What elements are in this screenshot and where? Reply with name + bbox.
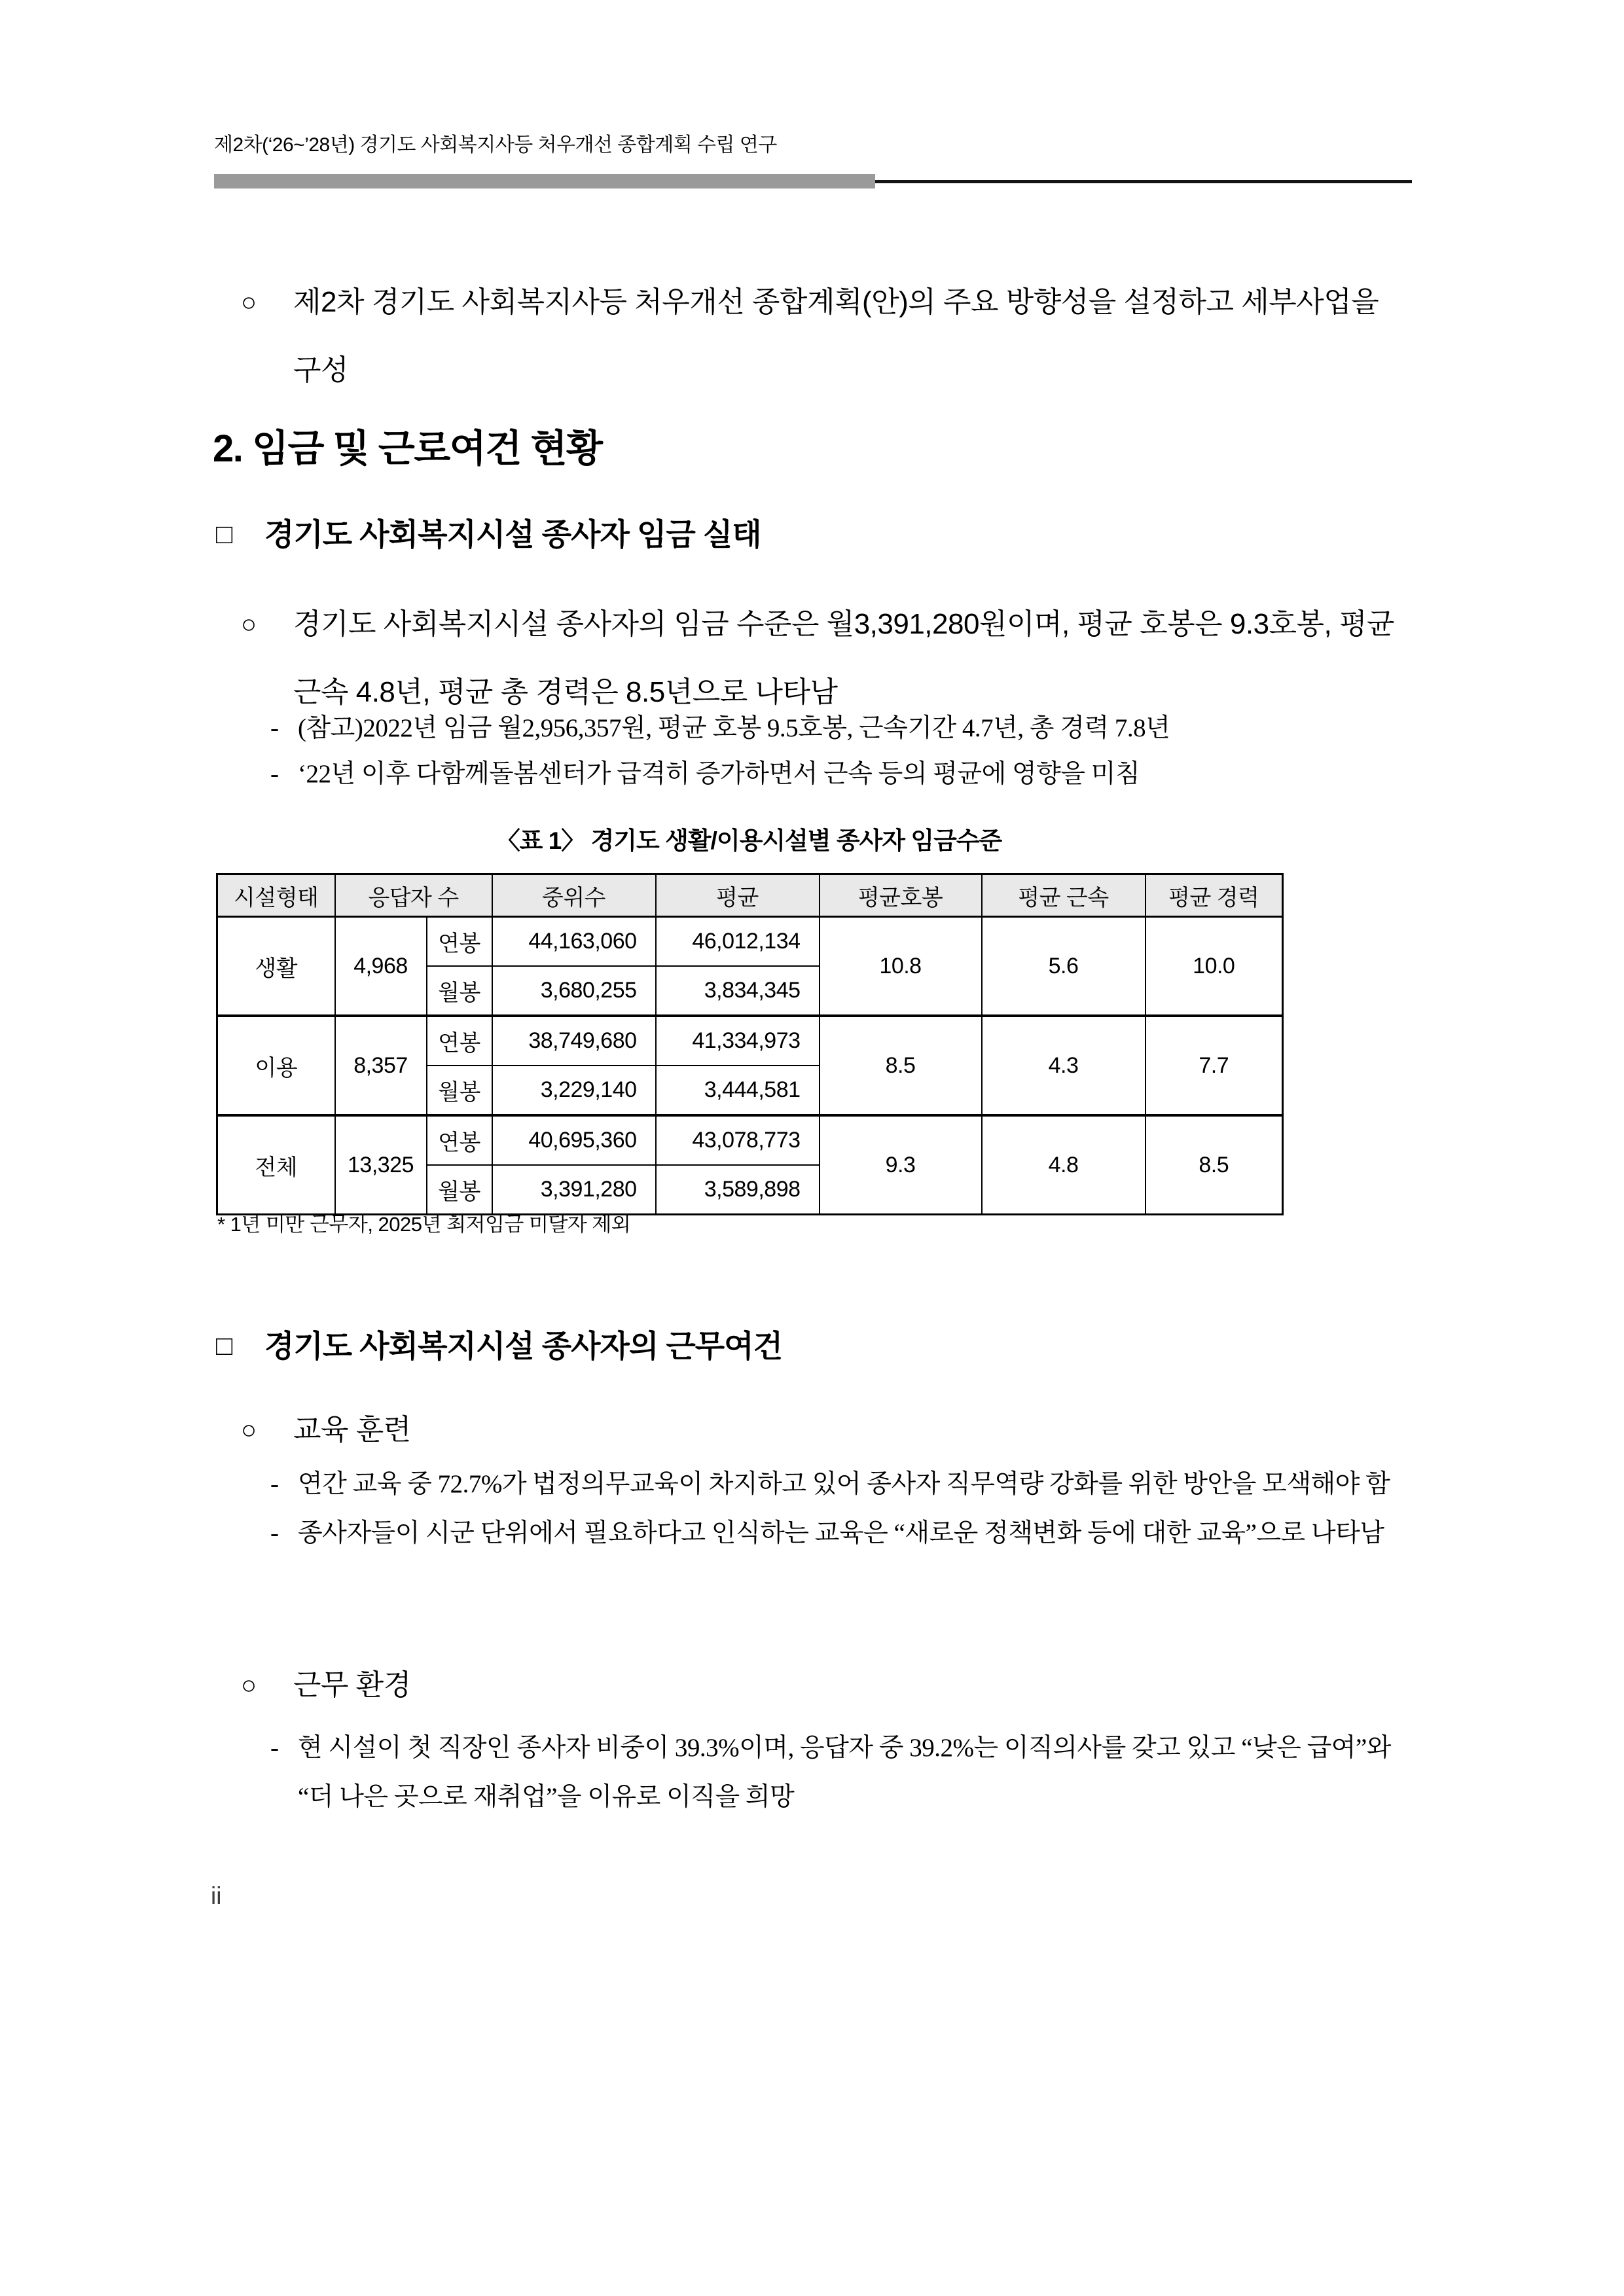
column-header-respondents: 응답자 수 bbox=[335, 874, 492, 917]
cell-median: 3,391,280 bbox=[492, 1165, 656, 1215]
header-rule-line bbox=[875, 180, 1412, 183]
dash-icon: - bbox=[270, 1519, 279, 1547]
note-item bbox=[270, 1460, 1403, 1509]
cell-pay-type: 월봉 bbox=[427, 966, 492, 1016]
cell-avg-tenure: 4.8 bbox=[982, 1115, 1146, 1215]
table-caption: 〈표 1〉 경기도 생활/이용시설별 종사자 임금수준 bbox=[496, 827, 1002, 854]
intro-bullet-text: 제2차 경기도 사회복지사등 처우개선 종합계획(안)의 주요 방향성을 설정하고 세부사업을 구성 bbox=[293, 286, 1379, 386]
note-text: ‘22년 이후 다함께돌봄센터가 급격히 증가하면서 근속 등의 평균에 영향을 미침 bbox=[298, 760, 1140, 788]
cell-pay-type: 연봉 bbox=[427, 917, 492, 967]
note-text: 종사자들이 시군 단위에서 필요하다고 인식하는 교육은 “새로운 정책변화 등에 대한 교육”으로 나타남 bbox=[298, 1519, 1384, 1547]
note-item bbox=[270, 1509, 1403, 1558]
column-header-facility: 시설형태 bbox=[217, 874, 335, 917]
column-header-avg-career: 평균 경력 bbox=[1146, 874, 1283, 917]
wage-bullet-text: 경기도 사회복지시설 종사자의 임금 수준은 월3,391,280원이며, 평균 호봉은 9.3호봉, 평균 근속 4.8년, 평균 총 경력은 8.5년으로 나타남 bbox=[293, 608, 1395, 708]
table-header-row bbox=[217, 874, 1283, 917]
table-row bbox=[217, 917, 1283, 967]
running-header: 제2차(‘26~’28년) 경기도 사회복지사등 처우개선 종합계획 수립 연구 bbox=[214, 134, 777, 156]
cell-pay-type: 월봉 bbox=[427, 1066, 492, 1115]
cell-mean: 46,012,134 bbox=[656, 917, 820, 967]
table-row bbox=[217, 1115, 1283, 1165]
circle-bullet-icon: ○ bbox=[241, 1671, 257, 1700]
cell-median: 44,163,060 bbox=[492, 917, 656, 967]
header-rule-gray-bar bbox=[214, 174, 875, 188]
cell-median: 38,749,680 bbox=[492, 1016, 656, 1066]
note-item bbox=[270, 1723, 1403, 1821]
column-header-avg-tenure: 평균 근속 bbox=[982, 874, 1146, 917]
wage-heading bbox=[216, 516, 1394, 554]
cell-respondents: 13,325 bbox=[335, 1115, 427, 1215]
cell-facility: 생활 bbox=[217, 917, 335, 1016]
column-header-avg-step: 평균호봉 bbox=[820, 874, 982, 917]
cell-avg-career: 8.5 bbox=[1146, 1115, 1283, 1215]
cell-avg-tenure: 4.3 bbox=[982, 1016, 1146, 1115]
cell-median: 3,229,140 bbox=[492, 1066, 656, 1115]
note-text: 현 시설이 첫 직장인 종사자 비중이 39.3%이며, 응답자 중 39.2%는 이직의사를 갖고 있고 “낮은 급여”와 “더 나은 곳으로 재취업”을 이유로 이직을 희망 bbox=[298, 1734, 1391, 1811]
circle-bullet-icon: ○ bbox=[241, 288, 257, 317]
square-bullet-icon: □ bbox=[216, 1330, 232, 1361]
cell-avg-career: 10.0 bbox=[1146, 917, 1283, 1016]
cell-avg-tenure: 5.6 bbox=[982, 917, 1146, 1016]
cell-mean: 3,589,898 bbox=[656, 1165, 820, 1215]
cell-avg-step: 10.8 bbox=[820, 917, 982, 1016]
environment-bullet bbox=[241, 1666, 1401, 1705]
cell-pay-type: 연봉 bbox=[427, 1115, 492, 1165]
work-heading bbox=[216, 1327, 1394, 1366]
note-text: 연간 교육 중 72.7%가 법정의무교육이 차지하고 있어 종사자 직무역량 강화를 위한 방안을 모색해야 함 bbox=[298, 1470, 1390, 1498]
cell-mean: 3,444,581 bbox=[656, 1066, 820, 1115]
cell-pay-type: 월봉 bbox=[427, 1165, 492, 1215]
table-footnote: * 1년 미만 근무자, 2025년 최저임금 미달자 제외 bbox=[217, 1213, 631, 1236]
cell-mean: 41,334,973 bbox=[656, 1016, 820, 1066]
circle-bullet-icon: ○ bbox=[241, 610, 257, 639]
page-number: ii bbox=[211, 1882, 222, 1909]
environment-title: 근무 환경 bbox=[293, 1669, 411, 1701]
education-notes bbox=[270, 1460, 1403, 1558]
square-bullet-icon: □ bbox=[216, 518, 232, 549]
cell-median: 3,680,255 bbox=[492, 966, 656, 1016]
education-bullet bbox=[241, 1410, 1401, 1450]
cell-pay-type: 연봉 bbox=[427, 1016, 492, 1066]
column-header-mean: 평균 bbox=[656, 874, 820, 917]
cell-mean: 3,834,345 bbox=[656, 966, 820, 1016]
cell-mean: 43,078,773 bbox=[656, 1115, 820, 1165]
section-title: 2. 임금 및 근로여건 현황 bbox=[213, 427, 602, 470]
cell-respondents: 8,357 bbox=[335, 1016, 427, 1115]
dash-icon: - bbox=[270, 1734, 279, 1762]
cell-avg-step: 9.3 bbox=[820, 1115, 982, 1215]
cell-median: 40,695,360 bbox=[492, 1115, 656, 1165]
note-item bbox=[270, 706, 1403, 751]
note-text: (참고)2022년 임금 월2,956,357원, 평균 호봉 9.5호봉, 근속기간 4.7년, 총 경력 7.8년 bbox=[298, 714, 1170, 742]
dash-icon: - bbox=[270, 1470, 279, 1498]
note-item bbox=[270, 751, 1403, 797]
environment-notes bbox=[270, 1723, 1403, 1821]
cell-avg-step: 8.5 bbox=[820, 1016, 982, 1115]
column-header-median: 중위수 bbox=[492, 874, 656, 917]
cell-facility: 이용 bbox=[217, 1016, 335, 1115]
cell-avg-career: 7.7 bbox=[1146, 1016, 1283, 1115]
table-row bbox=[217, 1016, 1283, 1066]
intro-bullet bbox=[241, 268, 1401, 404]
wage-table bbox=[216, 873, 1284, 1215]
work-heading-text: 경기도 사회복지시설 종사자의 근무여건 bbox=[264, 1329, 783, 1363]
dash-icon: - bbox=[270, 714, 279, 742]
wage-notes bbox=[270, 706, 1403, 797]
wage-heading-text: 경기도 사회복지시설 종사자 임금 실태 bbox=[264, 517, 761, 552]
cell-respondents: 4,968 bbox=[335, 917, 427, 1016]
dash-icon: - bbox=[270, 760, 279, 788]
education-title: 교육 훈련 bbox=[293, 1414, 411, 1446]
circle-bullet-icon: ○ bbox=[241, 1416, 257, 1444]
cell-facility: 전체 bbox=[217, 1115, 335, 1215]
